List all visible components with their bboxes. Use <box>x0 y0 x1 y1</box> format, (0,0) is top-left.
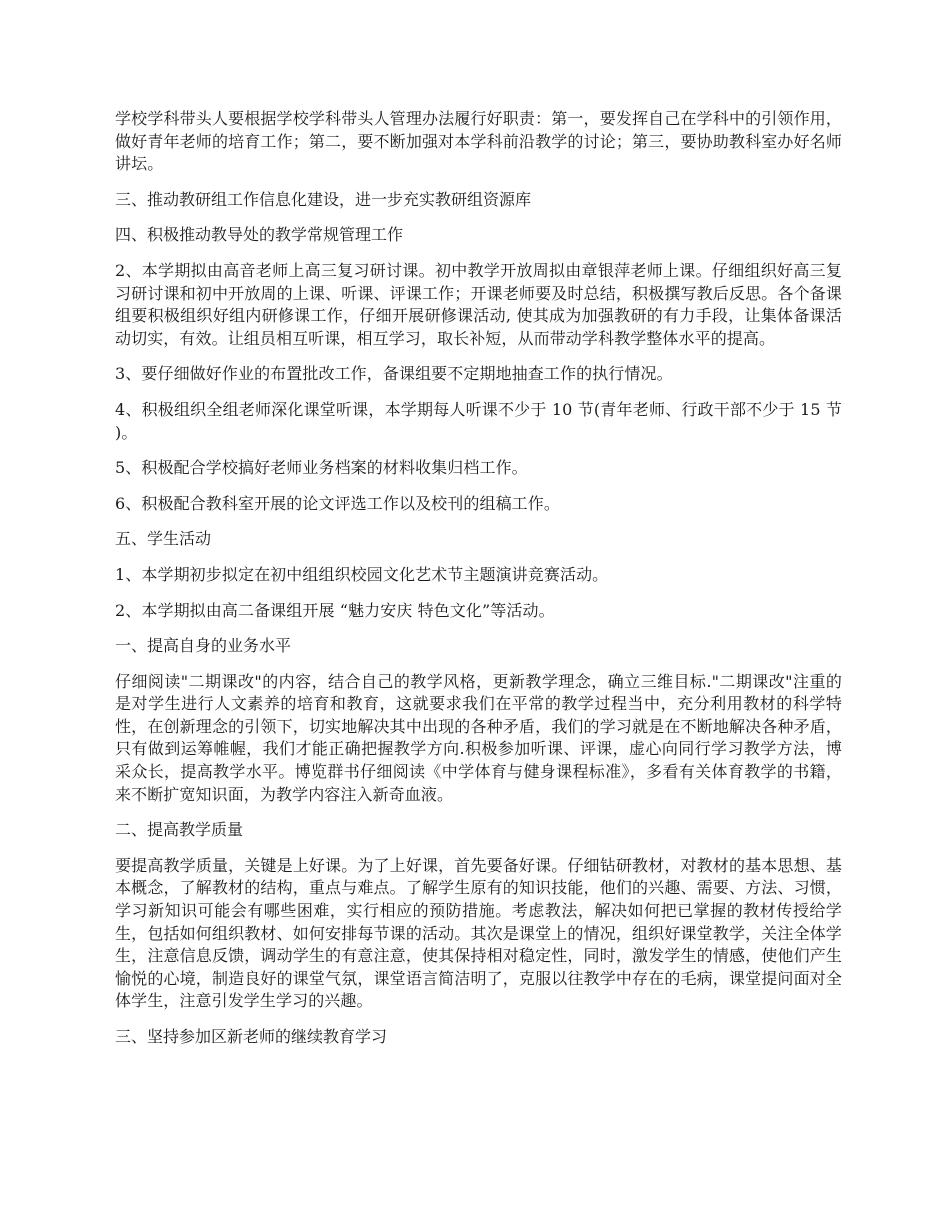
paragraph: 2、本学期拟由高音老师上高三复习研讨课。初中教学开放周拟由章银萍老师上课。仔细组织好高三复习研讨课和初中开放周的上课、听课、评课工作；开课老师要及时总结，积极撰写教后反思。各个备课组要积极组织好组内研修课工作，仔细开展研修课活动, 使其成为加强教研的有力手段，让集体备课活动切实，有效。让组员相互听课，相互学习，取长补短，从而带动学科教学整体水平的提高。 <box>115 260 842 348</box>
section-heading: 一、提高自身的业务水平 <box>115 636 292 656</box>
paragraph: 3、要仔细做好作业的布置批改工作，备课组要不定期地抽查工作的执行情况。 <box>115 364 673 384</box>
paragraph: 要提高教学质量，关键是上好课。为了上好课，首先要备好课。仔细钻研教材，对教材的基本思想、基本概念，了解教材的结构，重点与难点。了解学生原有的知识技能，他们的兴趣、需要、方法、习惯，学习新知识可能会有哪些困难，实行相应的预防措施。考虑教法，解决如何把已掌握的教材传授给学生，包括如何组织教材、如何安排每节课的活动。其次是课堂上的情况，组织好课堂教学，关注全体学生，注意信息反馈，调动学生的有意注意，使其保持相对稳定性，同时，激发学生的情感，使他们产生愉悦的心境，制造良好的课堂气氛，课堂语言简洁明了，克服以往教学中存在的毛病，课堂提问面对全体学生，注意引发学生学习的兴趣。 <box>115 855 842 1011</box>
section-heading: 三、推动教研组工作信息化建设，进一步充实教研组资源库 <box>115 189 532 209</box>
section-heading: 四、积极推动教导处的教学常规管理工作 <box>115 225 404 245</box>
paragraph: 4、积极组织全组老师深化课堂听课，本学期每人听课不少于 10 节(青年老师、行政干部不少于 15 节 )。 <box>115 399 842 442</box>
paragraph: 1、本学期初步拟定在初中组组织校园文化艺术节主题演讲竞赛活动。 <box>115 564 609 584</box>
document-page <box>115 108 842 1062</box>
paragraph: 5、积极配合学校搞好老师业务档案的材料收集归档工作。 <box>115 458 528 478</box>
section-heading: 三、坚持参加区新老师的继续教育学习 <box>115 1027 388 1046</box>
paragraph: 学校学科带头人要根据学校学科带头人管理办法履行好职责：第一，要发挥自己在学科中的引领作用，做好青年老师的培育工作；第二，要不断加强对本学科前沿教学的讨论；第三，要协助教科室办好名师讲坛。 <box>115 109 842 174</box>
section-heading: 五、学生活动 <box>115 529 212 549</box>
section-heading: 二、提高教学质量 <box>115 820 244 840</box>
paragraph: 6、积极配合教科室开展的论文评选工作以及校刊的组稿工作。 <box>115 493 560 513</box>
paragraph: 2、本学期拟由高二备课组开展 “魅力安庆 特色文化”等活动。 <box>115 600 555 620</box>
paragraph: 仔细阅读"二期课改"的内容，结合自己的教学风格，更新教学理念，确立三维目标."二期课改"注重的是对学生进行人文素养的培育和教育，这就要求我们在平常的教学过程当中，充分利用教材的科学特性，在创新理念的引领下，切实地解决其中出现的各种矛盾，我们的学习就是在不断地解决各种矛盾，只有做到运筹帷幄，我们才能正确把握教学方向.积极参加听课、评课，虚心向同行学习教学方法，博采众长，提高教学水平。博览群书仔细阅读《中学体育与健身课程标准》，多看有关体育教学的书籍，来不断扩宽知识面，为教学内容注入新奇血液。 <box>115 671 842 804</box>
